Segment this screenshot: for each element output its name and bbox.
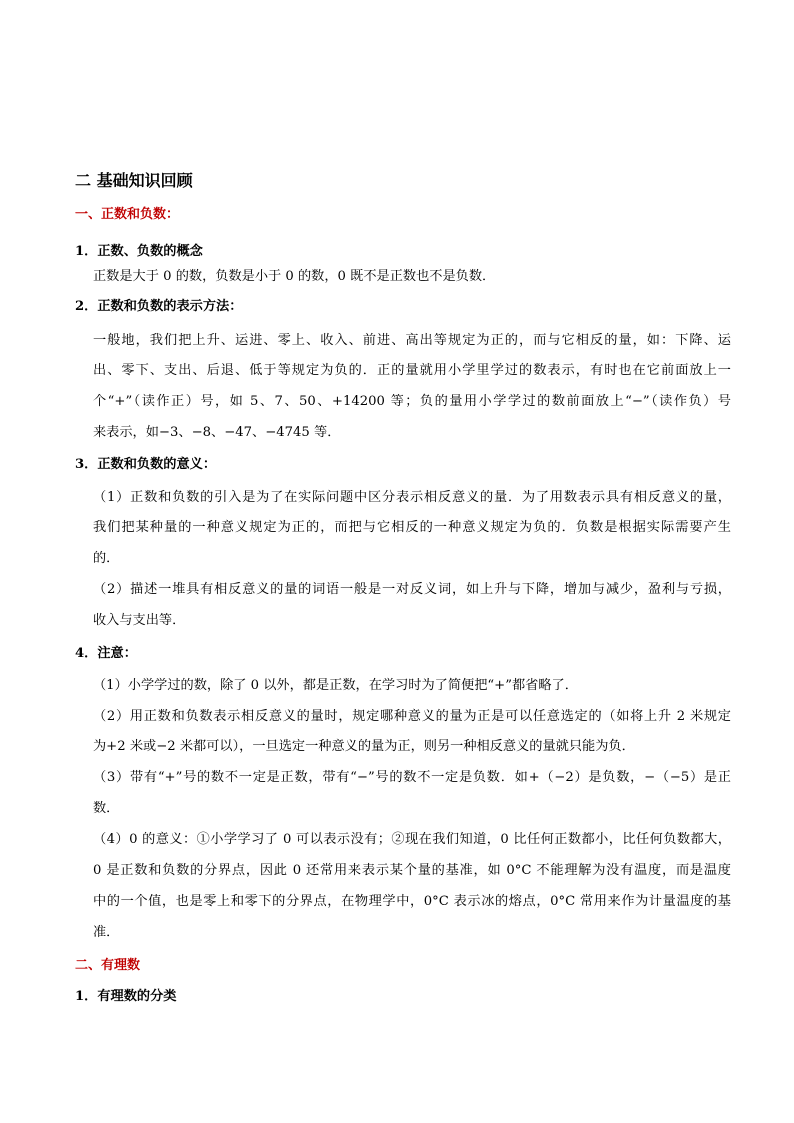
paragraph-line: （3）带有“+”号的数不一定是正数，带有“−”号的数不一定是负数．如+（−2）是负数，−（−5）是正 [93,770,731,785]
page-title: 二 基础知识回顾 [75,171,193,190]
section-heading-positive-negative [75,206,179,224]
paragraph-line: （1）小学学过的数，除了 0 以外，都是正数，在学习时为了简便把“+”都省略了． [93,678,578,693]
paragraph-line: 一般地，我们把上升、运进、零上、收入、前进、高出等规定为正的，而与它相反的量，如：下降、运 [93,333,731,348]
paragraph-line: （1）正数和负数的引入是为了在实际问题中区分表示相反意义的量．为了用数表示具有相反意义的量， [93,490,731,505]
paragraph-line: （4）0 的意义：①小学学习了 0 可以表示没有；②现在我们知道，0 比任何正数都小，比任何负数都大， [93,832,731,847]
item-number: 1． [75,989,98,1004]
section-number: 一、 [75,207,102,222]
paragraph-line: 收入与支出等． [93,613,186,628]
paragraph-line: 个“+”（读作正）号，如 5、7、50、+14200 等；负的量用小学学过的数前面放上“−”（读作负）号 [93,394,731,409]
item-heading-meaning [75,456,216,474]
paragraph-line: （2）描述一堆具有相反意义的量的词语一般是一对反义词，如上升与下降，增加与减少，盈利与亏损， [93,582,731,597]
paragraph-line: 出、零下、支出、后退、低于等规定为负的．正的量就用小学里学过的数表示，有时也在它前面放上一 [93,363,731,378]
item-heading-representation [75,298,242,316]
paragraph-line: 0 是正数和负数的分界点，因此 0 还常用来表示某个量的基准，如 0°C 不能理解为没有温度，而是温度 [93,863,731,878]
paragraph-line: 我们把某种量的一种意义规定为正的，而把与它相反的一种意义规定为负的．负数是根据实际需要产生 [93,520,731,535]
item-title: 注意： [97,646,137,661]
item-number: 1． [75,244,98,259]
item-heading-notes [75,645,137,663]
item-number: 4． [75,646,98,661]
item-title: 正数和负数的表示方法： [97,299,243,314]
paragraph-line: 中的一个值，也是零上和零下的分界点，在物理学中，0°C 表示冰的熔点，0°C 常用来作为计量温度的基 [93,894,731,909]
paragraph-line: （2）用正数和负数表示相反意义的量时，规定哪种意义的量为正是可以任意选定的（如将上升 2 米规定 [93,709,731,724]
item-heading-concept [75,243,203,261]
paragraph-line: 数． [93,801,120,816]
paragraph-line: 准． [93,925,120,940]
section-number: 二、 [75,958,102,973]
item-heading-classification [75,988,177,1006]
section-title: 正数和负数： [101,207,180,222]
section-title: 有理数 [101,958,141,973]
item-title: 正数和负数的意义： [97,457,217,472]
paragraph-line: 为+2 米或−2 米都可以），一旦选定一种意义的量为正，则另一种相反意义的量就只能为负． [93,739,635,754]
item-number: 2． [75,299,98,314]
paragraph-line: 的． [93,551,120,566]
paragraph-line: 来表示，如−3、−8、−47、−4745 等． [93,425,341,440]
section-heading-rational-numbers [75,957,140,975]
item-title: 有理数的分类 [97,989,177,1004]
paragraph-line: 正数是大于 0 的数，负数是小于 0 的数，0 既不是正数也不是负数． [93,269,496,284]
item-number: 3． [75,457,98,472]
item-title: 正数、负数的概念 [97,244,203,259]
